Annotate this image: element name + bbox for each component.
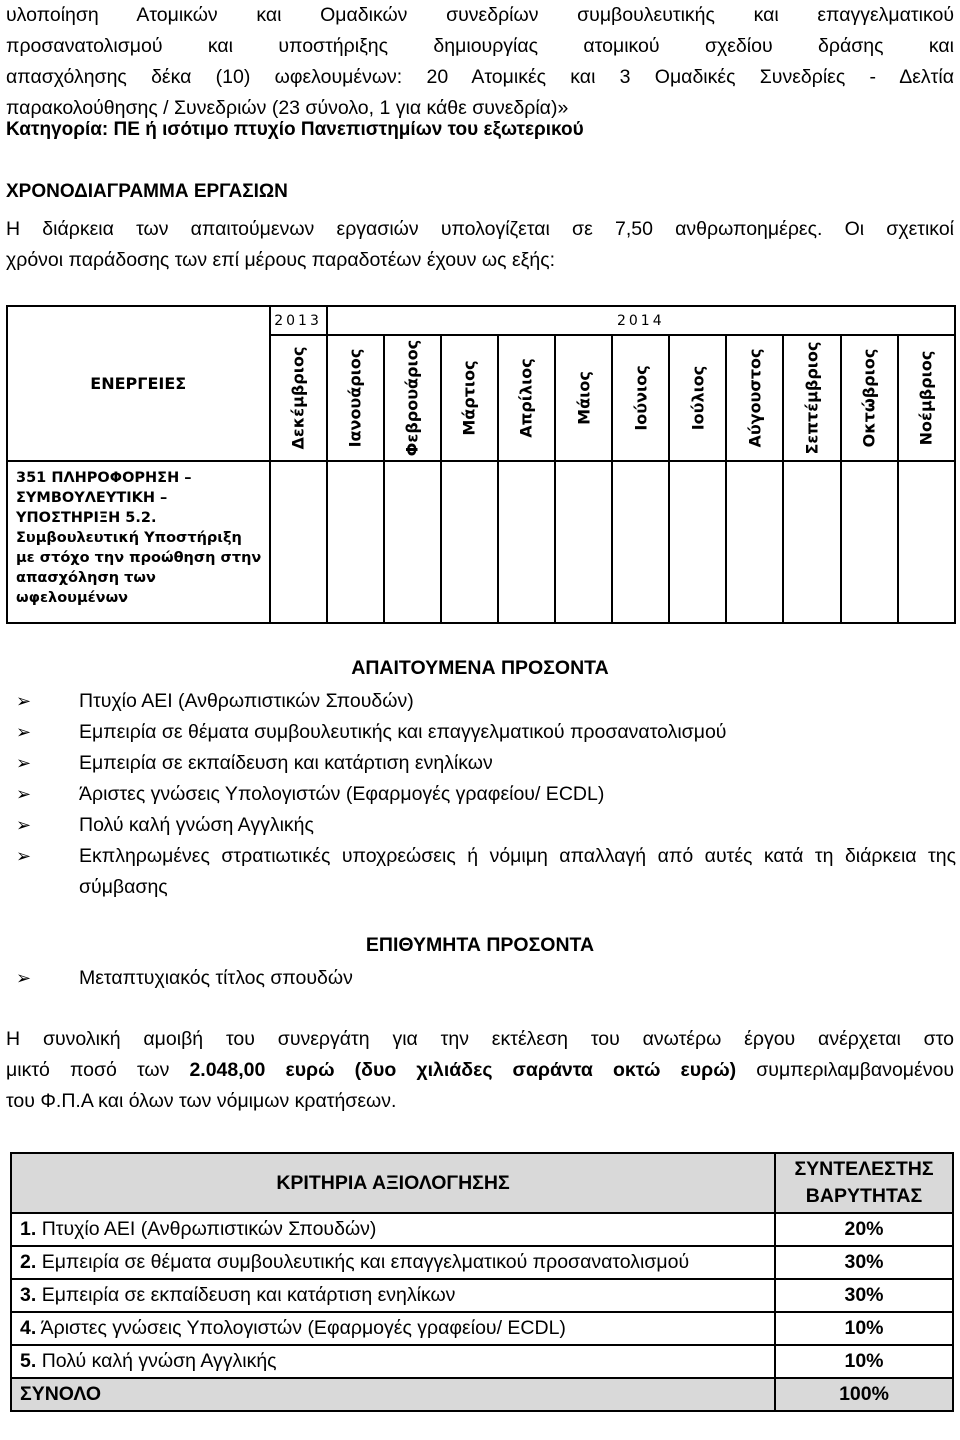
month-label: Μάιος bbox=[574, 371, 594, 425]
month-header bbox=[726, 335, 783, 461]
arrow-bullet-icon: ➢ bbox=[16, 753, 32, 773]
gantt-cell bbox=[441, 461, 498, 623]
criteria-text bbox=[11, 1279, 775, 1312]
criteria-row bbox=[11, 1213, 953, 1246]
schedule-table bbox=[6, 305, 956, 624]
arrow-bullet-icon: ➢ bbox=[16, 784, 32, 804]
payment-text: συμπεριλαμβανομένου bbox=[736, 1059, 954, 1081]
criteria-row bbox=[11, 1279, 953, 1312]
criteria-weight: 30% bbox=[775, 1246, 953, 1279]
list-item-text: Πτυχίο ΑΕΙ (Ανθρωπιστικών Σπουδών) bbox=[79, 690, 414, 712]
required-title: ΑΠΑΙΤΟΥΜΕΝΑ ΠΡΟΣΟΝΤΑ bbox=[351, 657, 609, 679]
gantt-cell bbox=[898, 461, 955, 623]
criteria-row bbox=[11, 1312, 953, 1345]
criteria-row bbox=[11, 1246, 953, 1279]
gantt-cell bbox=[327, 461, 384, 623]
gantt-cell bbox=[270, 461, 327, 623]
month-label: Φεβρουάριος bbox=[402, 339, 422, 457]
total-label: ΣΥΝΟΛΟ bbox=[11, 1378, 775, 1411]
total-value: 100% bbox=[775, 1378, 953, 1411]
criteria-weight: 30% bbox=[775, 1279, 953, 1312]
year-2013: 2013 bbox=[270, 306, 327, 335]
list-item bbox=[16, 686, 956, 717]
list-item-text: Εμπειρία σε θέματα συμβουλευτικής και επαγγελματικού προσανατολισμού bbox=[79, 721, 727, 743]
criteria-label: Άριστες γνώσεις Υπολογιστών (Εφαρμογές γραφείου/ ECDL) bbox=[40, 1317, 566, 1339]
criteria-text bbox=[11, 1345, 775, 1378]
month-label: Δεκέμβριος bbox=[288, 346, 308, 450]
category-line: Κατηγορία: ΠΕ ή ισότιμο πτυχίο Πανεπιστημίων του εξωτερικού bbox=[6, 119, 584, 140]
gantt-cell bbox=[612, 461, 669, 623]
desired-title: ΕΠΙΘΥΜΗΤΑ ΠΡΟΣΟΝΤΑ bbox=[365, 934, 595, 956]
list-item-text: Μεταπτυχιακός τίτλος σπουδών bbox=[79, 967, 353, 989]
criteria-number: 5. bbox=[20, 1350, 37, 1372]
criteria-label: Πολύ καλή γνώση Αγγλικής bbox=[41, 1350, 277, 1372]
month-label: Ιανουάριος bbox=[345, 348, 365, 448]
month-label: Νοέμβριος bbox=[916, 350, 936, 446]
payment-line: Η συνολική αμοιβή του συνεργάτη για την εκτέλεση του ανωτέρω έργου ανέρχεται στο bbox=[6, 1028, 954, 1050]
month-header bbox=[555, 335, 612, 461]
arrow-bullet-icon: ➢ bbox=[16, 691, 32, 711]
criteria-text bbox=[11, 1312, 775, 1345]
intro-line: απασχόλησης δέκα (10) ωφελουμένων: 20 Ατομικές και 3 Ομαδικές Συνεδρίες - Δελτία bbox=[6, 66, 954, 88]
intro-line: παρακολούθησης / Συνεδριών (23 σύνολο, 1 για κάθε συνεδρία)» bbox=[6, 97, 569, 119]
year-2014: 2014 bbox=[327, 306, 955, 335]
criteria-number: 4. bbox=[20, 1317, 37, 1339]
payment-amount: 2.048,00 ευρώ (δυο χιλιάδες σαράντα οκτώ ευρώ) bbox=[189, 1059, 737, 1081]
gantt-cell bbox=[555, 461, 612, 623]
criteria-row bbox=[11, 1345, 953, 1378]
month-header bbox=[498, 335, 555, 461]
list-item bbox=[16, 748, 956, 779]
month-label: Ιούνιος bbox=[631, 365, 651, 431]
criteria-table bbox=[10, 1152, 954, 1412]
list-item bbox=[16, 841, 956, 903]
criteria-weight: 10% bbox=[775, 1312, 953, 1345]
gantt-cell bbox=[384, 461, 441, 623]
duration-paragraph bbox=[6, 214, 954, 276]
month-header bbox=[669, 335, 726, 461]
gantt-cell bbox=[783, 461, 840, 623]
month-label: Αύγουστος bbox=[745, 348, 765, 448]
criteria-text bbox=[11, 1246, 775, 1279]
list-item bbox=[16, 779, 956, 810]
month-header bbox=[384, 335, 441, 461]
criteria-text bbox=[11, 1213, 775, 1246]
criteria-number: 1. bbox=[20, 1218, 37, 1240]
arrow-bullet-icon: ➢ bbox=[16, 722, 32, 742]
intro-line: προσανατολισμού και υποστήριξης δημιουργίας ατομικού σχεδίου δράσης και bbox=[6, 35, 954, 57]
arrow-bullet-icon: ➢ bbox=[16, 846, 32, 866]
list-item-text: Πολύ καλή γνώση Αγγλικής bbox=[79, 814, 314, 836]
desired-list bbox=[16, 963, 956, 994]
month-label: Σεπτέμβριος bbox=[802, 341, 822, 455]
payment-text: μικτό ποσό των bbox=[6, 1059, 190, 1081]
activity-label: 351 ΠΛΗΡΟΦΟΡΗΣΗ – ΣΥΜΒΟΥΛΕΥΤΙΚΗ – ΥΠΟΣΤΗΡΙΞΗ 5.2. Συμβουλευτική Υποστήριξη με στόχο την προώθηση στην απασχόληση των ωφελουμένων bbox=[16, 470, 262, 606]
gantt-cell bbox=[841, 461, 898, 623]
required-list bbox=[16, 686, 956, 903]
schedule-heading: ΧΡΟΝΟΔΙΑΓΡΑΜΜΑ ΕΡΓΑΣΙΩΝ bbox=[6, 181, 288, 202]
arrow-bullet-icon: ➢ bbox=[16, 968, 32, 988]
criteria-number: 3. bbox=[20, 1284, 37, 1306]
gantt-cell bbox=[726, 461, 783, 623]
criteria-total-row bbox=[11, 1378, 953, 1411]
criteria-label: Εμπειρία σε εκπαίδευση και κατάρτιση ενηλίκων bbox=[41, 1284, 456, 1306]
list-item bbox=[16, 810, 956, 841]
arrow-bullet-icon: ➢ bbox=[16, 815, 32, 835]
month-label: Οκτώβριος bbox=[859, 348, 879, 448]
month-label: Μάρτιος bbox=[459, 360, 479, 436]
intro-line: υλοποίηση Ατομικών και Ομαδικών συνεδρίων συμβουλευτικής και επαγγελματικού bbox=[6, 4, 954, 26]
activity-cell bbox=[7, 461, 270, 623]
list-item bbox=[16, 717, 956, 748]
actions-header: ΕΝΕΡΓΕΙΕΣ bbox=[7, 306, 270, 461]
list-item bbox=[16, 963, 956, 994]
criteria-weight: 20% bbox=[775, 1213, 953, 1246]
duration-line: Η διάρκεια των απαιτούμενων εργασιών υπολογίζεται σε 7,50 ανθρωποημέρες. Οι σχετικοί bbox=[6, 218, 954, 240]
criteria-label: Πτυχίο ΑΕΙ (Ανθρωπιστικών Σπουδών) bbox=[41, 1218, 377, 1240]
month-header bbox=[783, 335, 840, 461]
criteria-label: Εμπειρία σε θέματα συμβουλευτικής και επαγγελματικού προσανατολισμού bbox=[41, 1251, 690, 1273]
month-header bbox=[441, 335, 498, 461]
duration-line: χρόνοι παράδοσης των επί μέρους παραδοτέων έχουν ως εξής: bbox=[6, 249, 556, 271]
criteria-weight: 10% bbox=[775, 1345, 953, 1378]
payment-paragraph bbox=[6, 1024, 954, 1117]
month-header bbox=[841, 335, 898, 461]
criteria-number: 2. bbox=[20, 1251, 37, 1273]
payment-line: του Φ.Π.Α και όλων των νόμιμων κρατήσεων. bbox=[6, 1090, 397, 1112]
list-item-text: Άριστες γνώσεις Υπολογιστών (Εφαρμογές γραφείου/ ECDL) bbox=[79, 783, 605, 805]
gantt-cell bbox=[669, 461, 726, 623]
weight-header: ΣΥΝΤΕΛΕΣΤΗΣ ΒΑΡΥΤΗΤΑΣ bbox=[775, 1153, 953, 1213]
list-item-text: Εμπειρία σε εκπαίδευση και κατάρτιση ενηλίκων bbox=[79, 752, 493, 774]
payment-line bbox=[6, 1055, 954, 1086]
month-label: Ιούλιος bbox=[688, 365, 708, 431]
month-header bbox=[270, 335, 327, 461]
month-header bbox=[612, 335, 669, 461]
gantt-cell bbox=[498, 461, 555, 623]
intro-paragraph bbox=[6, 0, 954, 124]
criteria-header: ΚΡΙΤΗΡΙΑ ΑΞΙΟΛΟΓΗΣΗΣ bbox=[11, 1153, 775, 1213]
month-header bbox=[898, 335, 955, 461]
list-item-text: Εκπληρωμένες στρατιωτικές υποχρεώσεις ή νόμιμη απαλλαγή από αυτές κατά τη διάρκεια της σύμβασης bbox=[79, 845, 956, 898]
month-label: Απρίλιος bbox=[516, 358, 536, 438]
month-header bbox=[327, 335, 384, 461]
